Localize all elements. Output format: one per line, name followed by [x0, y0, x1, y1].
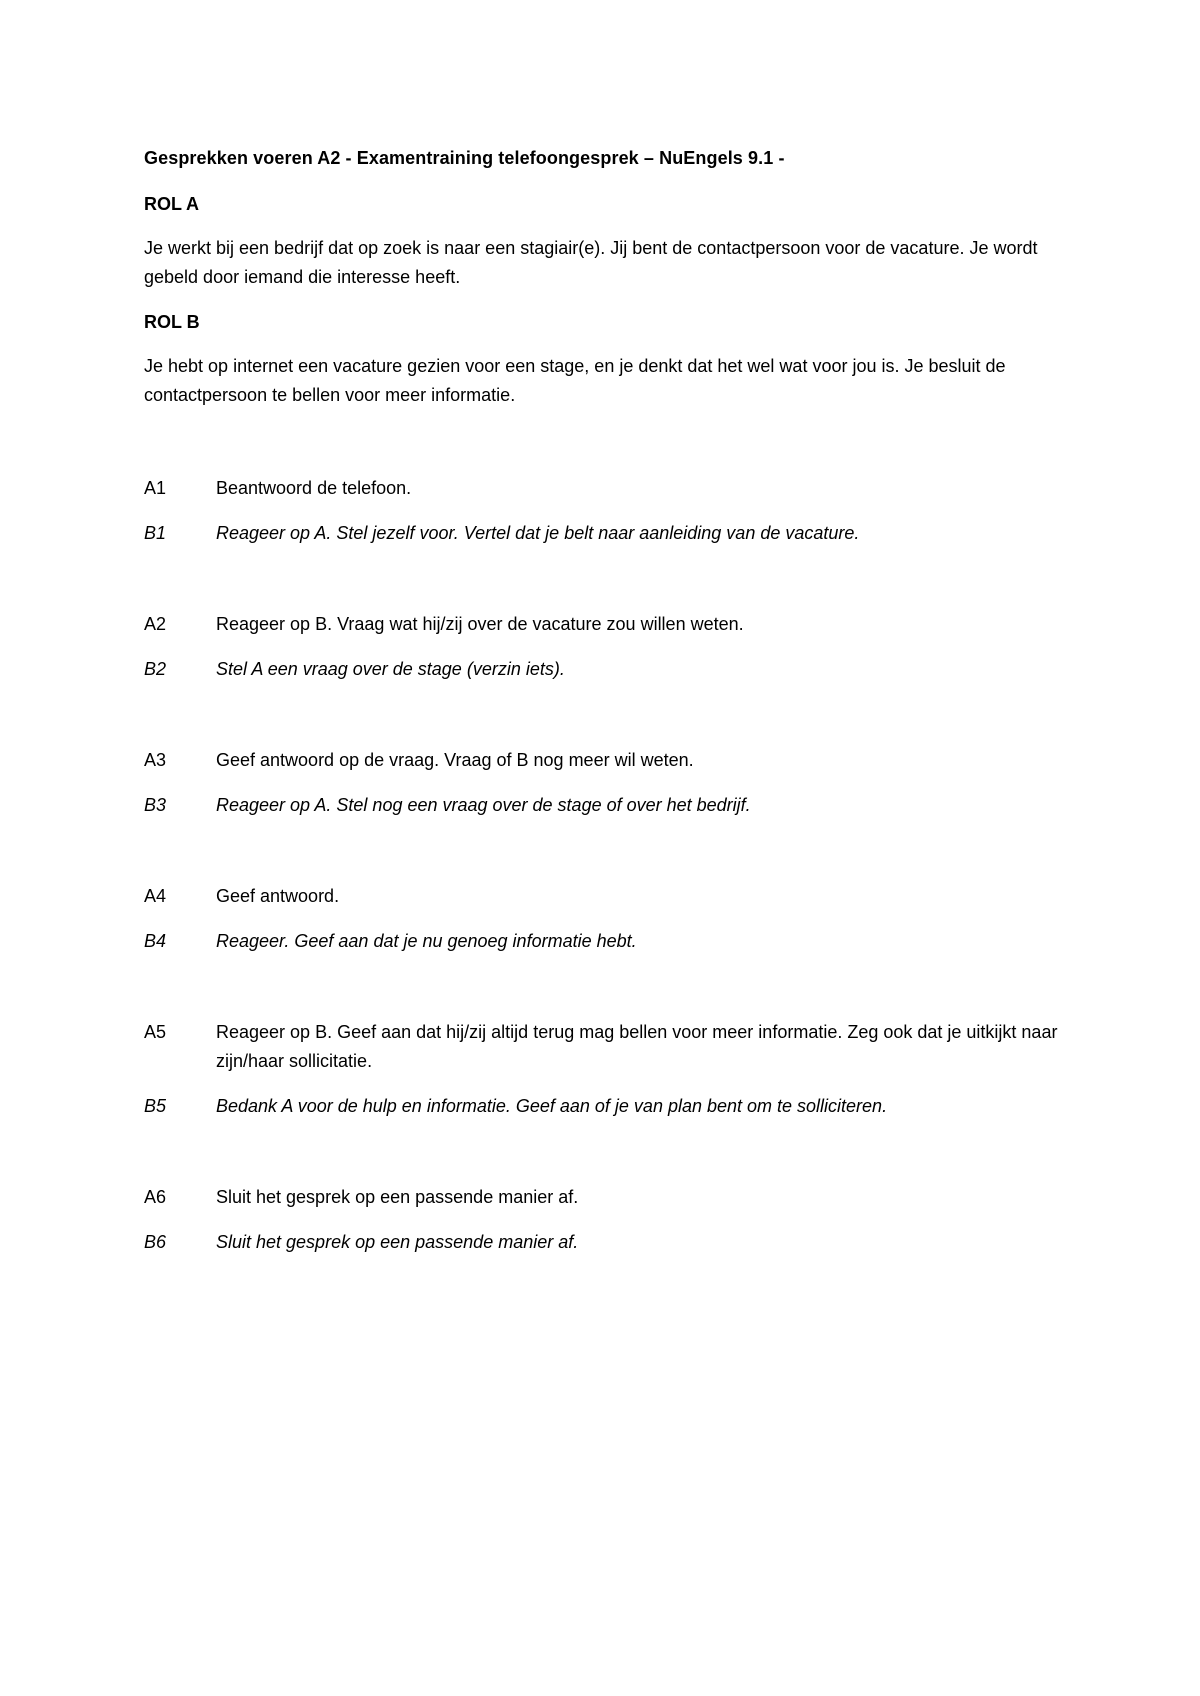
- step-a3: [144, 746, 1064, 775]
- step-code: B1: [144, 523, 167, 543]
- document-content: [144, 144, 1064, 1273]
- section-spacer: [144, 426, 1064, 474]
- step-a6: [144, 1183, 1064, 1212]
- step-gap: [144, 700, 1064, 746]
- step-gap: [144, 1137, 1064, 1183]
- step-code: B6: [144, 1232, 167, 1252]
- step-b3: [144, 791, 1064, 820]
- step-code: A4: [144, 886, 167, 906]
- step-text: Sluit het gesprek op een passende manier af.: [216, 1187, 579, 1207]
- step-code: A5: [144, 1022, 167, 1042]
- step-text: Geef antwoord.: [216, 886, 340, 906]
- step-a2: [144, 610, 1064, 639]
- step-text: Reageer op A. Stel nog een vraag over de stage of over het bedrijf.: [216, 795, 751, 815]
- role-b-heading: ROL B: [144, 312, 200, 332]
- step-text: Reageer op B. Geef aan dat hij/zij altijd terug mag bellen voor meer informatie. Zeg ook dat je uitkijkt naar zijn/haar sollicitatie.: [216, 1022, 1058, 1071]
- step-text: Bedank A voor de hulp en informatie. Geef aan of je van plan bent om te solliciteren.: [216, 1096, 888, 1116]
- step-b5: [144, 1092, 1064, 1121]
- step-text: Sluit het gesprek op een passende manier af.: [216, 1232, 579, 1252]
- step-code: B2: [144, 659, 167, 679]
- step-b1: [144, 519, 1064, 548]
- step-b2: [144, 655, 1064, 684]
- step-code: A3: [144, 750, 167, 770]
- step-code: A6: [144, 1187, 167, 1207]
- step-code: B5: [144, 1096, 167, 1116]
- step-gap: [144, 972, 1064, 1018]
- step-gap: [144, 836, 1064, 882]
- role-b-description: Je hebt op internet een vacature gezien voor een stage, en je denkt dat het wel wat voor jou is. Je besluit de contactpersoon te bellen voor meer informatie.: [144, 356, 1006, 405]
- step-code: A1: [144, 478, 167, 498]
- step-text: Reageer op B. Vraag wat hij/zij over de vacature zou willen weten.: [216, 614, 744, 634]
- step-code: B4: [144, 931, 167, 951]
- step-text: Reageer. Geef aan dat je nu genoeg informatie hebt.: [216, 931, 637, 951]
- step-text: Geef antwoord op de vraag. Vraag of B nog meer wil weten.: [216, 750, 694, 770]
- step-text: Stel A een vraag over de stage (verzin iets).: [216, 659, 565, 679]
- step-a4: [144, 882, 1064, 911]
- document-title: Gesprekken voeren A2 - Examentraining telefoongesprek – NuEngels 9.1 -: [144, 148, 785, 168]
- step-text: Beantwoord de telefoon.: [216, 478, 412, 498]
- step-code: A2: [144, 614, 167, 634]
- step-a5: [144, 1018, 1064, 1076]
- step-a1: [144, 474, 1064, 503]
- role-a-heading: ROL A: [144, 194, 200, 214]
- step-text: Reageer op A. Stel jezelf voor. Vertel dat je belt naar aanleiding van de vacature.: [216, 523, 860, 543]
- role-a-description: Je werkt bij een bedrijf dat op zoek is naar een stagiair(e). Jij bent de contactpersoon voor de vacature. Je wordt gebeld door iemand die interesse heeft.: [144, 238, 1038, 287]
- step-gap: [144, 564, 1064, 610]
- step-b6: [144, 1228, 1064, 1257]
- step-b4: [144, 927, 1064, 956]
- step-code: B3: [144, 795, 167, 815]
